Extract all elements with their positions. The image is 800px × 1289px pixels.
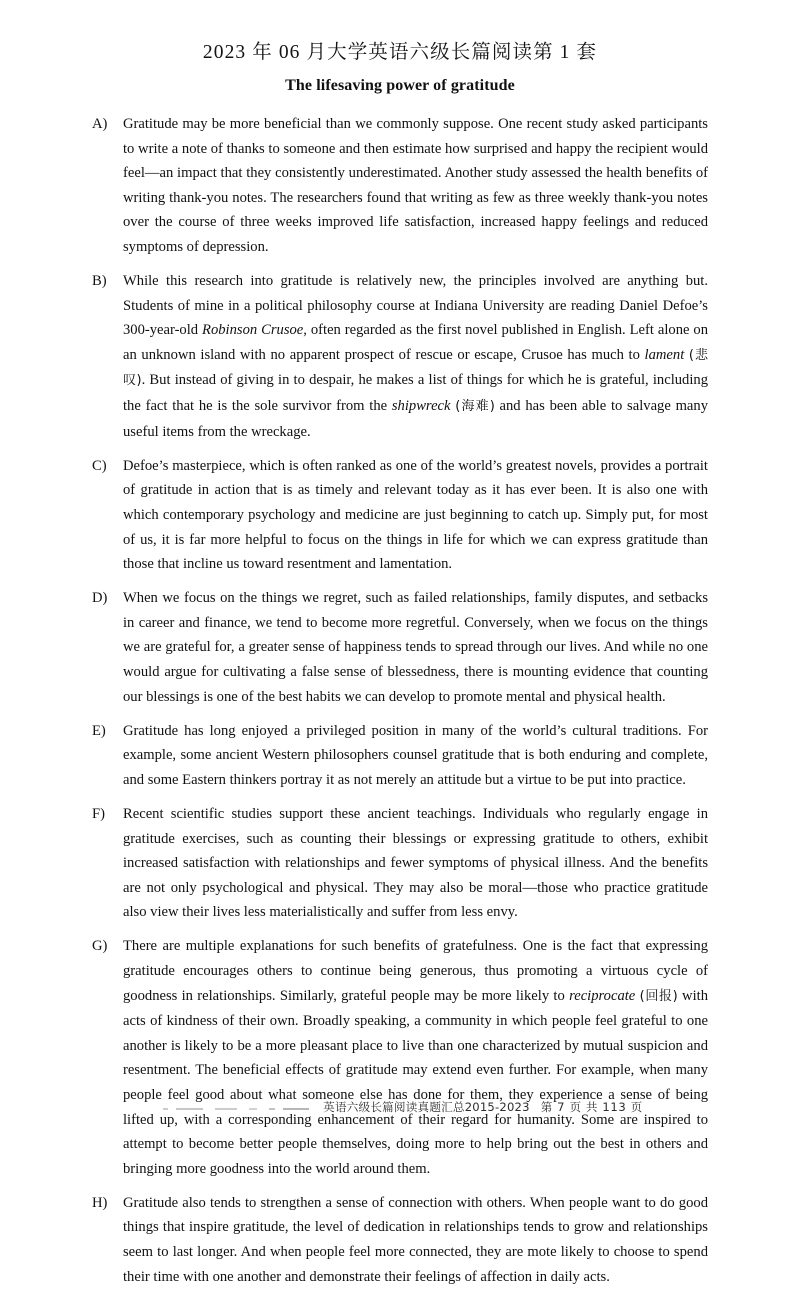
text-run: with acts of kindness of their own. Broadly speaking, a community in which people feel grateful to one another is likely to be a more pleasant place to live than one characterized by mutual suspicion and resentment. The beneficial effects of gratitude may extend even further. For example, when many people feel good about what someone else has done for them, they experience a sense of being lifted up, with a corresponding enhancement of their regard for humanity. Some are inspired to attempt to become better people themselves, doing more to help bring out the best in others and bringing more goodness into the world around them.	[123, 987, 708, 1177]
text-run: While this research into gratitude is relatively new, the principles involved are anything but. Students of mine in a political philosophy course at Indiana University are reading Daniel Defoe’s 300-year-old	[123, 273, 708, 339]
paragraph-label: F)	[92, 805, 105, 822]
footer-smudge-mark	[157, 1105, 309, 1111]
article-paragraph	[92, 586, 708, 709]
paragraph-text: When we focus on the things we regret, such as failed relationships, family disputes, and setbacks in career and finance, we tend to become more regretful. Conversely, when we focus on the things we are grateful for, a greater sense of happiness tends to spread through our lives. And while no one would argue for cultivating a false sense of blessedness, there is mounting evidence that counting our blessings is one of the best habits we can develop to promote mental and physical health.	[123, 590, 708, 705]
article-paragraph	[92, 454, 708, 577]
chinese-gloss: (回报)	[639, 988, 678, 1004]
article-paragraph	[92, 269, 708, 444]
paragraph-text: Gratitude also tends to strengthen a sense of connection with others. When people want to do good things that inspire gratitude, the level of dedication in relationships tends to grow and relationships seem to last longer. And when people feel more connected, they are mote likely to choose to spend their time with one another and demonstrate their feelings of affection in daily acts.	[123, 1194, 708, 1285]
article-paragraph	[92, 1191, 708, 1289]
article-paragraph	[92, 802, 708, 925]
paragraph-label: D)	[92, 590, 108, 607]
chinese-gloss: (海难)	[455, 399, 495, 415]
paragraph-label: G)	[92, 938, 108, 955]
paragraph-text: Recent scientific studies support these ancient teachings. Individuals who regularly engage in gratitude exercises, such as counting their blessings or expressing gratitude to others, exhibit increased satisfaction with relationships and fewer symptoms of physical illness. And the benefits are not only psychological and physical. They may also be moral—those who practice gratitude also view their lives less materialistically and suffer from less envy.	[123, 805, 708, 921]
emphasized-term: reciprocate	[569, 987, 636, 1004]
article-paragraph	[92, 719, 708, 793]
emphasized-term: shipwreck	[391, 398, 451, 415]
article-paragraph	[92, 112, 708, 260]
paragraph-text: Defoe’s masterpiece, which is often ranked as one of the world’s greatest novels, provides a portrait of gratitude in action that is as timely and relevant today as it has ever been. It is also one with which contemporary psychology and medicine are just beginning to catch up. Simply put, for most of us, it is far more helpful to focus on the things in life for which we can express gratitude than those that incline us toward resentment and lamentation.	[123, 457, 708, 573]
paragraph-label: C)	[92, 457, 107, 474]
footer-source-label: 英语六级长篇阅读真题汇总2015-2023	[323, 1100, 530, 1114]
paragraph-text: Gratitude may be more beneficial than we commonly suppose. One recent study asked participants to write a note of thanks to someone and then estimate how surprised and happy the recipient would feel—an impact that they consistently underestimated. Another study assessed the health benefits of writing thank-you notes. The researchers found that writing as few as three weekly thank-you notes over the course of three weeks improved life satisfaction, increased happy feelings and reduced symptoms of depression.	[123, 116, 708, 255]
text-run: . But instead of giving in to despair, he makes a list of things for which he is grateful, including the fact that he is the sole survivor from the	[123, 372, 708, 415]
page-footer	[0, 1099, 800, 1115]
paragraph-text	[123, 269, 708, 444]
footer-pagination: 第 7 页 共 113 页	[540, 1100, 643, 1114]
page-title: 2023 年 06 月大学英语六级长篇阅读第 1 套	[202, 42, 598, 63]
paragraph-text: Gratitude has long enjoyed a privileged position in many of the world’s cultural traditions. For example, some ancient Western philosophers counsel gratitude that is both enduring and complete, and some Eastern thinkers portray it as not merely an attitude but a virtue to be put into practice.	[123, 722, 708, 788]
paragraph-label: E)	[92, 722, 106, 739]
article-subtitle: The lifesaving power of gratitude	[285, 77, 515, 94]
text-run: There are multiple explanations for such benefits of gratefulness. One is the fact that expressing gratitude encourages others to continue being generous, thus promoting a virtuous cycle of goodness in relationships. Similarly, grateful people may be more likely to	[123, 938, 708, 1004]
paragraph-label: H)	[92, 1194, 108, 1211]
chinese-gloss: (悲叹)	[123, 347, 708, 389]
text-run: and has been able to salvage many useful items from the wreckage.	[123, 398, 708, 440]
paragraph-label: B)	[92, 273, 107, 290]
article-paragraph	[92, 934, 708, 1181]
paragraph-text	[123, 934, 708, 1181]
emphasized-term: lament	[644, 346, 685, 363]
text-run: , often regarded as the first novel published in English. Left alone on an unknown island with no apparent prospect of rescue or escape, Crusoe has much to	[123, 322, 708, 363]
paragraph-label: A)	[92, 116, 108, 132]
emphasized-term: Robinson Crusoe	[202, 322, 304, 339]
